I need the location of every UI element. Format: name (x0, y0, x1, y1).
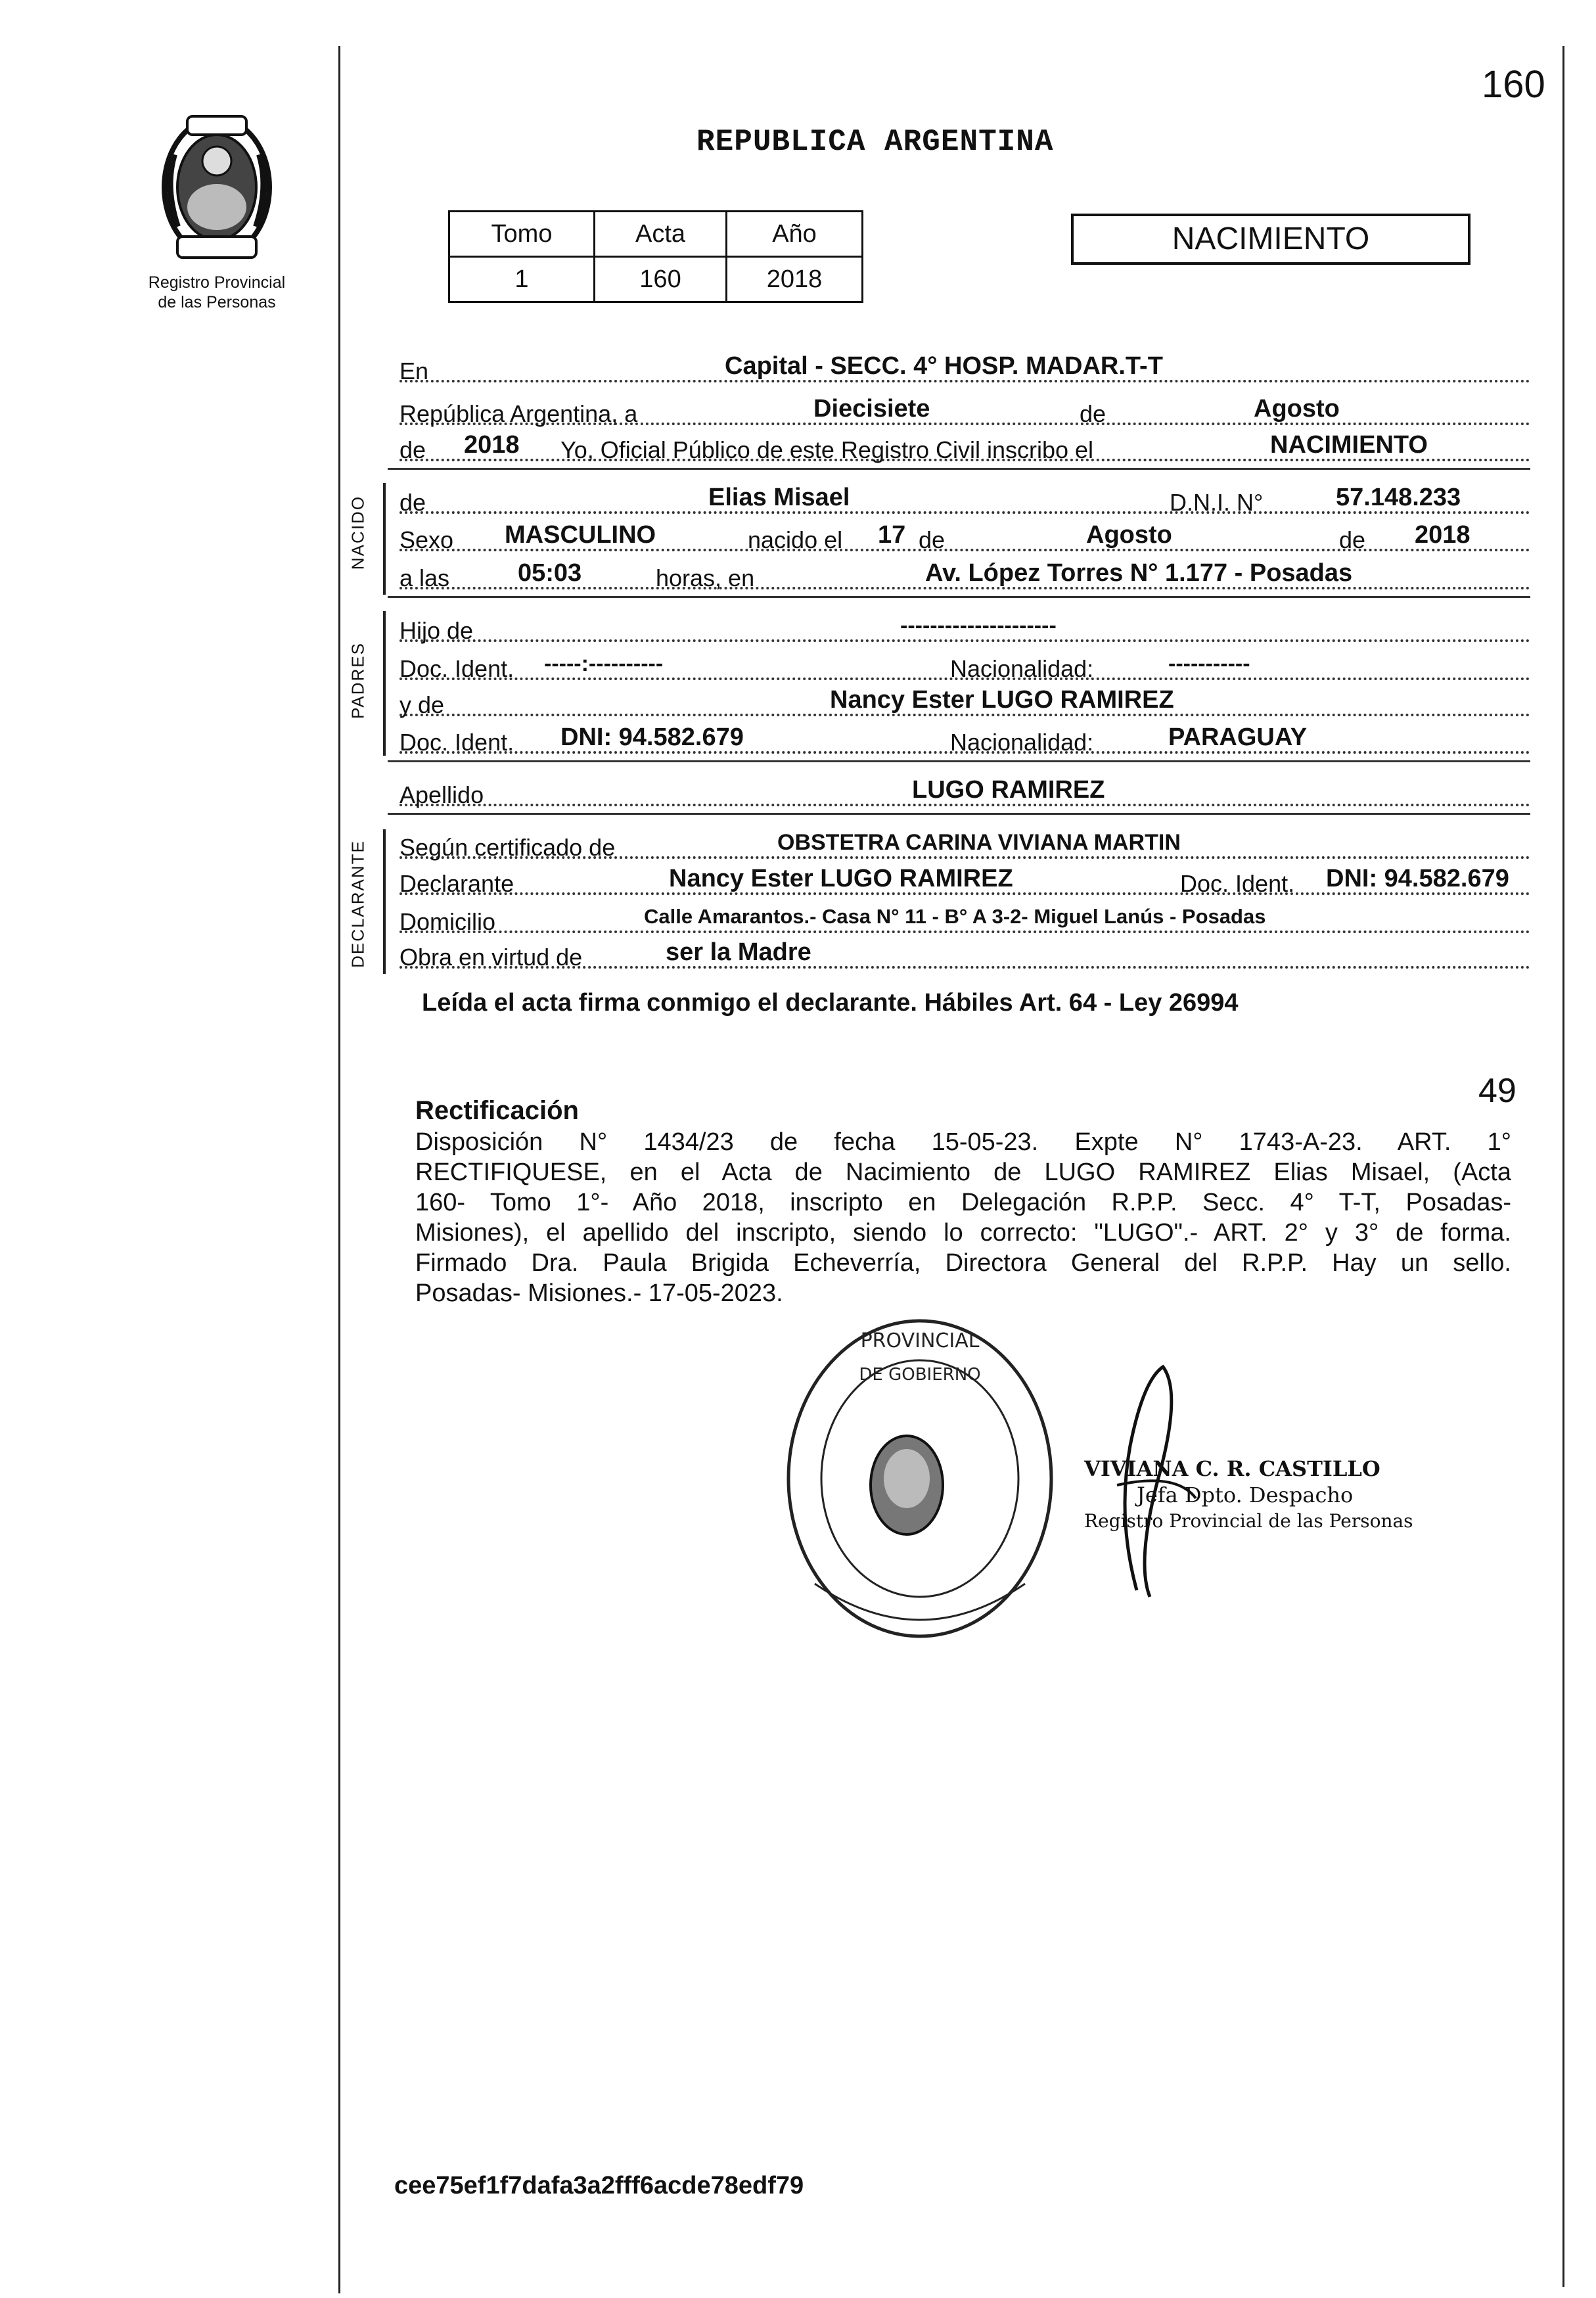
text-line: Firmado Dra. Paula Brigida Echeverría, Directora General del R.P.P. Hay un sello. (415, 1249, 1511, 1277)
value-sexo: MASCULINO (505, 521, 656, 549)
rectificacion-title: Rectificación (415, 1096, 579, 1125)
label-apellido: Apellido (399, 781, 484, 808)
table-header-cell: Acta (595, 212, 727, 257)
value-obra: ser la Madre (666, 938, 811, 966)
svg-text:PROVINCIAL: PROVINCIAL (860, 1329, 980, 1352)
label-alas: a las (399, 564, 450, 591)
row-doc-father (399, 653, 1530, 685)
row-inscribo (399, 431, 1530, 467)
value-birth-year: 2018 (1415, 521, 1471, 549)
rectificacion-number: 49 (1478, 1072, 1516, 1110)
left-margin-line (338, 46, 340, 2293)
row-republica (399, 395, 1530, 430)
signature-role: Jefa Dpto. Despacho (1137, 1482, 1354, 1507)
org-caption-line1: Registro Provincial (148, 273, 286, 292)
value-name: Elias Misael (708, 484, 850, 511)
value-birth-day: 17 (878, 521, 906, 549)
table-cell: 1 (449, 257, 595, 302)
label-republica: República Argentina, a (399, 400, 638, 427)
footer-hash: cee75ef1f7dafa3a2fff6acde78edf79 (394, 2172, 804, 2199)
label-certificado: Según certificado de (399, 834, 616, 861)
label-yde: y de (399, 691, 445, 718)
signature-stamp (1084, 1456, 1413, 1534)
label-domicilio: Domicilio (399, 908, 496, 935)
side-label-declarante: DECLARANTE (348, 840, 368, 968)
value-declarante: Nancy Ester LUGO RAMIREZ (669, 865, 1013, 892)
row-doc-mother (399, 726, 1530, 759)
rectificacion-text (415, 1127, 1511, 1308)
value-doc2: DNI: 94.582.679 (560, 724, 744, 751)
text-line: Posadas- Misiones.- 17-05-2023. (415, 1279, 783, 1307)
org-caption-line2: de las Personas (158, 293, 276, 311)
padres-bracket (383, 611, 386, 756)
divider (388, 813, 1530, 815)
logo-block (122, 108, 312, 312)
page-title: REPUBLICA ARGENTINA (696, 125, 1054, 159)
value-time: 05:03 (518, 559, 582, 587)
row-nacido-name (399, 486, 1530, 519)
label-nacido-el: nacido el (748, 526, 843, 553)
label-doc-declarante: Doc. Ident. (1180, 870, 1295, 897)
value-certificado: OBSTETRA CARINA VIVIANA MARTIN (777, 830, 1181, 855)
text-line: 160- Tomo 1°- Año 2018, inscripto en Delegación R.P.P. Secc. 4° T-T, Posadas- (415, 1189, 1511, 1216)
official-stamp-icon (775, 1308, 1064, 1649)
label-doc2: Doc. Ident. (399, 729, 514, 756)
label-de3: de (399, 489, 426, 516)
label-hijo: Hijo de (399, 617, 474, 644)
label-de: de (1080, 400, 1106, 427)
row-certificado (399, 831, 1530, 864)
label-obra: Obra en virtud de (399, 944, 583, 971)
value-hijo: --------------------- (900, 613, 1057, 638)
value-inscribo: NACIMIENTO (1270, 431, 1428, 459)
row-hijo (399, 614, 1530, 647)
table-header-cell: Año (727, 212, 863, 257)
table-cell: 2018 (727, 257, 863, 302)
label-nacionalidad2: Nacionalidad: (950, 729, 1094, 756)
row-alas (399, 559, 1530, 595)
table-cell: 160 (595, 257, 727, 302)
label-horas: horas, en (656, 564, 755, 591)
nacido-bracket (383, 483, 386, 595)
page-number: 160 (1482, 63, 1545, 106)
side-label-padres: PADRES (348, 642, 368, 719)
tomo-acta-table (448, 210, 863, 303)
value-nacionalidad: ----------- (1168, 651, 1250, 676)
signature-org: Registro Provincial de las Personas (1084, 1510, 1413, 1532)
row-sexo (399, 521, 1530, 557)
value-doc-declarante: DNI: 94.582.679 (1326, 865, 1509, 892)
right-border-line (1562, 46, 1564, 2287)
label-en: En (399, 357, 429, 384)
value-place: Capital - SECC. 4° HOSP. MADAR.T-T (725, 352, 1163, 380)
label-inscribo: Yo, Oficial Público de este Registro Civil inscribo el (560, 436, 1094, 463)
record-type-box: NACIMIENTO (1071, 214, 1471, 265)
text-line: RECTIFIQUESE, en el Acta de Nacimiento de LUGO RAMIREZ Elias Misael, (Acta (415, 1159, 1511, 1186)
divider (388, 596, 1530, 598)
text-line: Disposición N° 1434/23 de fecha 15-05-23. Expte N° 1743-A-23. ART. 1° (415, 1128, 1511, 1156)
side-label-nacido: NACIDO (348, 495, 368, 570)
divider (388, 760, 1530, 762)
value-domicilio: Calle Amarantos.- Casa N° 11 - B° A 3-2- Miguel Lanús - Posadas (644, 905, 1266, 928)
row-declarante (399, 867, 1530, 900)
closing-line: Leída el acta firma conmigo el declarante. Hábiles Art. 64 - Ley 26994 (422, 989, 1239, 1017)
svg-text:DE GOBIERNO: DE GOBIERNO (859, 1365, 981, 1385)
row-domicilio (399, 906, 1530, 938)
value-doc: -----:---------- (544, 651, 664, 676)
row-en (399, 352, 1530, 388)
label-declarante: Declarante (399, 870, 514, 897)
table-row (449, 257, 863, 302)
value-nacionalidad2: PARAGUAY (1168, 724, 1308, 751)
label-doc: Doc. Ident. (399, 655, 514, 682)
label-de4: de (919, 526, 946, 553)
label-nacionalidad: Nacionalidad: (950, 655, 1094, 682)
table-header-cell: Tomo (449, 212, 595, 257)
label-sexo: Sexo (399, 526, 454, 553)
label-de2: de (399, 436, 426, 463)
value-apellido: LUGO RAMIREZ (912, 776, 1105, 804)
value-month: Agosto (1254, 395, 1340, 423)
value-dni: 57.148.233 (1336, 484, 1461, 511)
province-seal-icon (151, 108, 283, 273)
table-header-row (449, 212, 863, 257)
label-de5: de (1339, 526, 1366, 553)
signature-name: VIVIANA C. R. CASTILLO (1084, 1456, 1380, 1481)
declarante-bracket (383, 829, 386, 974)
row-apellido (399, 776, 1530, 812)
value-mother: Nancy Ester LUGO RAMIREZ (830, 686, 1174, 714)
text-line: Misiones), el apellido del inscripto, siendo lo correcto: "LUGO".- ART. 2° y 3° de forma. (415, 1219, 1511, 1247)
row-yde (399, 686, 1530, 722)
value-birth-month: Agosto (1086, 521, 1172, 549)
divider (388, 468, 1530, 470)
label-dni: D.N.I. N° (1170, 489, 1264, 516)
value-day-text: Diecisiete (813, 395, 930, 423)
row-obra (399, 938, 1530, 974)
value-birth-place: Av. López Torres N° 1.177 - Posadas (925, 559, 1353, 587)
value-year: 2018 (464, 431, 520, 459)
